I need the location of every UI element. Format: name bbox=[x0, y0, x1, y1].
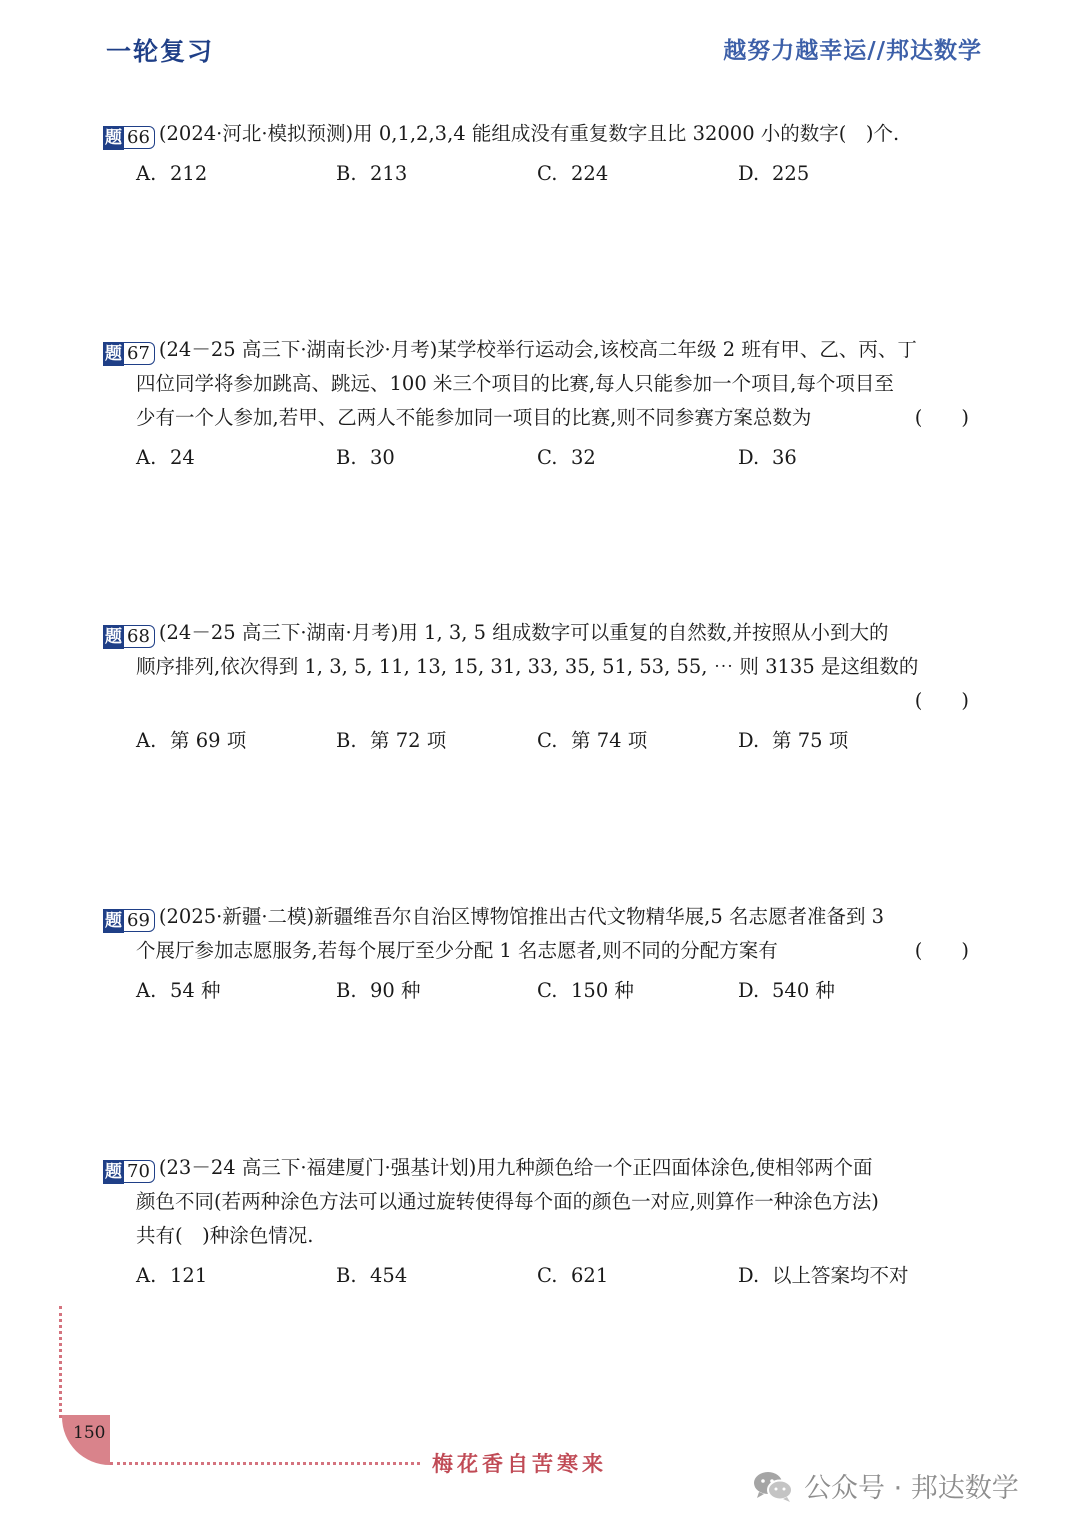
option-d[interactable]: D. 225 bbox=[738, 162, 810, 185]
question-stem-line: (23－24 高三下·福建厦门·强基计划)用九种颜色给一个正四面体涂色,使相邻两个面 bbox=[158, 1156, 873, 1179]
option-a[interactable]: A. 第 69 项 bbox=[136, 729, 247, 752]
question-stem-line: (2024·河北·模拟预测)用 0,1,2,3,4 能组成没有重复数字且比 32000 小的数字( )个. bbox=[158, 122, 900, 145]
option-d[interactable]: D. 540 种 bbox=[738, 979, 835, 1002]
question-70 bbox=[103, 1151, 983, 1293]
question-stem-line: (2025·新疆·二模)新疆维吾尔自治区博物馆推出古代文物精华展,5 名志愿者准备到 3 bbox=[158, 905, 885, 928]
dotted-divider-horizontal bbox=[110, 1462, 420, 1465]
footer-slogan: 梅花香自苦寒来 bbox=[432, 1452, 607, 1476]
question-stem-line: 四位同学将参加跳高、跳远、100 米三个项目的比赛,每人只能参加一个项目,每个项目至 bbox=[136, 372, 894, 395]
question-stem-line: 颜色不同(若两种涂色方法可以通过旋转使得每个面的颜色一对应,则算作一种涂色方法) bbox=[136, 1190, 879, 1213]
page-number: 150 bbox=[73, 1423, 106, 1443]
option-c[interactable]: C. 150 种 bbox=[537, 979, 634, 1002]
question-stem-line: 顺序排列,依次得到 1, 3, 5, 11, 13, 15, 31, 33, 35, 51, 53, 55, ⋯ 则 3135 是这组数的 bbox=[136, 655, 919, 678]
watermark-text: 公众号 · 邦达数学 bbox=[804, 1473, 1019, 1504]
question-number-badge: 题 70 bbox=[103, 1160, 155, 1184]
question-number-badge: 题 68 bbox=[103, 625, 155, 649]
answer-options bbox=[103, 724, 983, 758]
option-a[interactable]: A. 24 bbox=[136, 446, 195, 469]
wechat-watermark bbox=[752, 1466, 1019, 1505]
option-c[interactable]: C. 第 74 项 bbox=[537, 729, 648, 752]
option-a[interactable]: A. 121 bbox=[136, 1264, 208, 1287]
question-number-badge: 题 66 bbox=[103, 126, 155, 150]
option-d[interactable]: D. 36 bbox=[738, 446, 797, 469]
question-66 bbox=[103, 117, 983, 191]
answer-options bbox=[103, 974, 983, 1008]
option-b[interactable]: B. 213 bbox=[336, 162, 408, 185]
question-69 bbox=[103, 900, 983, 1008]
answer-blank: ( ) bbox=[914, 689, 969, 712]
question-stem-line: 少有一个人参加,若甲、乙两人不能参加同一项目的比赛,则不同参赛方案总数为 bbox=[136, 406, 812, 429]
header-brand-slogan: 越努力越幸运//邦达数学 bbox=[723, 38, 982, 64]
question-number-badge: 题 67 bbox=[103, 342, 155, 366]
option-a[interactable]: A. 54 种 bbox=[136, 979, 221, 1002]
answer-blank: ( ) bbox=[914, 939, 969, 962]
answer-blank: ( ) bbox=[914, 406, 969, 429]
option-d[interactable]: D. 以上答案均不对 bbox=[738, 1264, 909, 1287]
question-68 bbox=[103, 616, 983, 758]
question-number-badge: 题 69 bbox=[103, 909, 155, 933]
option-a[interactable]: A. 212 bbox=[136, 162, 208, 185]
question-67 bbox=[103, 333, 983, 475]
answer-options bbox=[103, 441, 983, 475]
answer-options bbox=[103, 1259, 983, 1293]
question-stem-line: 个展厅参加志愿服务,若每个展厅至少分配 1 名志愿者,则不同的分配方案有 bbox=[136, 939, 778, 962]
option-b[interactable]: B. 30 bbox=[336, 446, 395, 469]
answer-options bbox=[103, 157, 983, 191]
header-section-title: 一轮复习 bbox=[106, 37, 215, 66]
wechat-icon bbox=[752, 1469, 794, 1503]
option-d[interactable]: D. 第 75 项 bbox=[738, 729, 849, 752]
option-c[interactable]: C. 224 bbox=[537, 162, 609, 185]
question-stem-line: 共有( )种涂色情况. bbox=[136, 1224, 314, 1247]
question-stem-line: (24－25 高三下·湖南·月考)用 1, 3, 5 组成数字可以重复的自然数,并按照从小到大的 bbox=[158, 621, 889, 644]
option-c[interactable]: C. 621 bbox=[537, 1264, 609, 1287]
dotted-divider-vertical bbox=[59, 1306, 62, 1418]
option-b[interactable]: B. 454 bbox=[336, 1264, 408, 1287]
option-c[interactable]: C. 32 bbox=[537, 446, 596, 469]
option-b[interactable]: B. 第 72 项 bbox=[336, 729, 447, 752]
question-stem-line: (24－25 高三下·湖南长沙·月考)某学校举行运动会,该校高二年级 2 班有甲、乙、丙、丁 bbox=[158, 338, 917, 361]
option-b[interactable]: B. 90 种 bbox=[336, 979, 421, 1002]
